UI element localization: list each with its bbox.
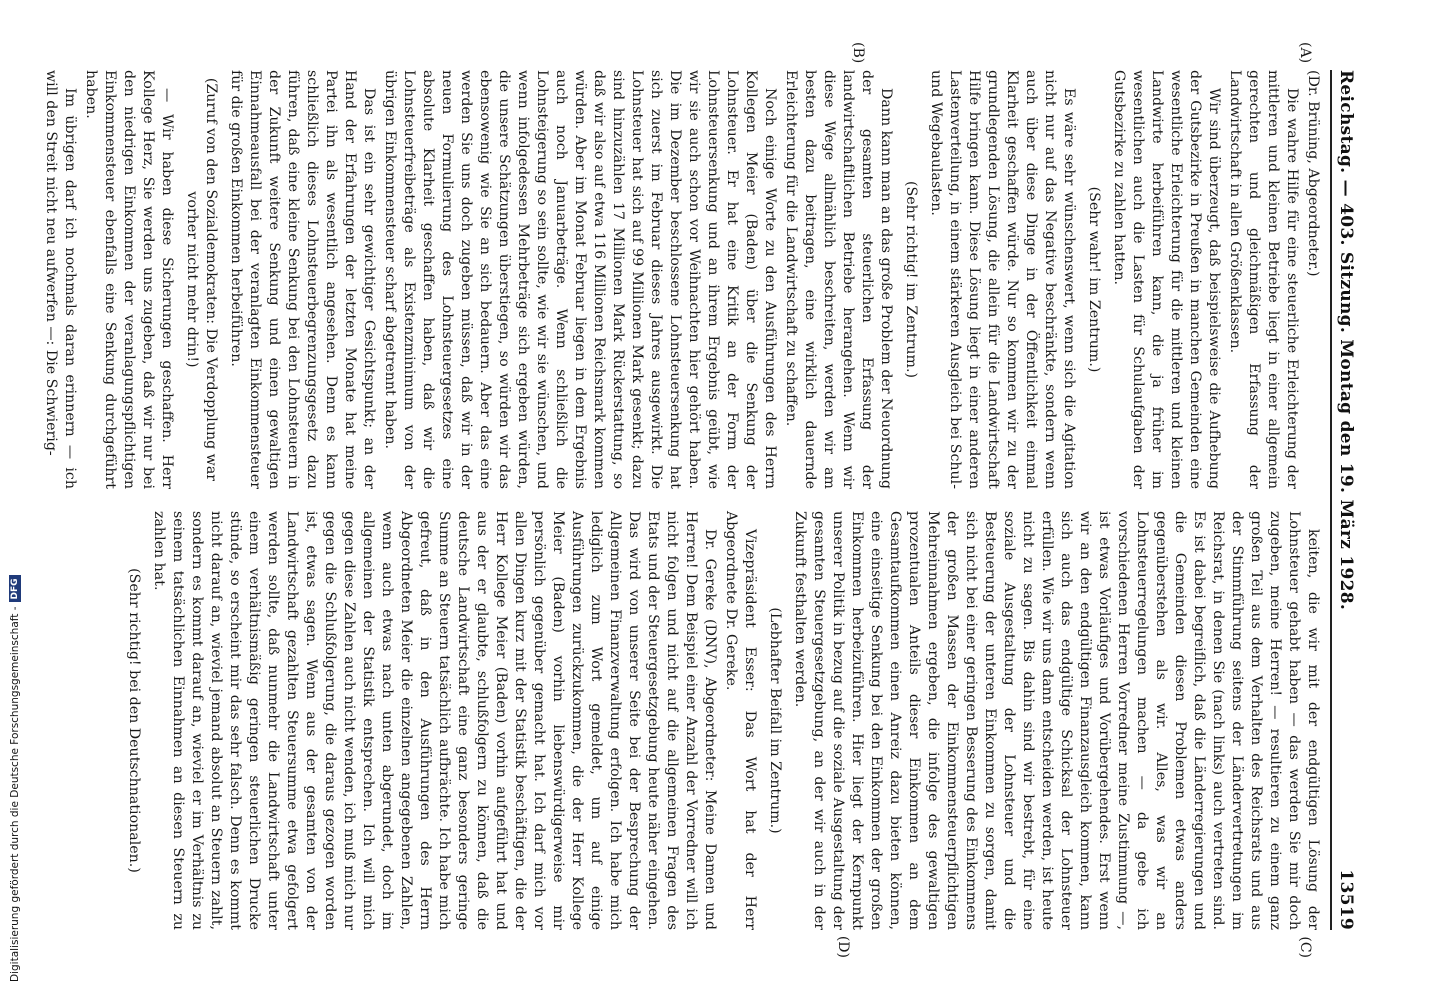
page-number: 13519 [1336,869,1356,930]
interjection: (Sehr richtig! bei den Deutschnationalen.) [126,568,142,873]
paragraph: keiten, die wir mit der endgültigen Lösung der Lohnsteuer gehabt haben — das werden Sie mir doch zugeben, meine Herren! — resultieren zu einem ganz großen Teil aus dem Verhalten des Reichsrats und aus der Stimmführung seitens der Ländervertretungen im Reichsrat, in denen Sie (nach links) auch vertreten sind. Es ist dabei begreiflich, daß die Länderregierungen und die Gemeinden diesen Problemen etwas anders gegenüberstehen als wir. Alles, was wir an Lohnsteuerregelungen machen — da gebe ich vorschiedenen Herren Vorredner meine Zustimmung —, ist etwas Vorläufiges und Vorübergehendes. Erst wenn wir an den endgültigen Finanzausgleich kommen, kann sich auch das endgültige Schicksal der Lohnsteuer erfüllen. Wie wir uns dann entscheiden werden, ist heute nicht zu sagen. Bis dahin sind wir bestrebt, für eine soziale Ausgestaltung der Lohnsteuer und die Besteuerung der unteren Einkommen zu sorgen, damit sich nicht bei einer geringen Besserung des Einkommens der großen Massen der Einkommensteuerpflichtigen Mehreinnahmen ergeben, die infolge des gewaltigen prozentualen Anteils dieser Einkommen an dem Gesamtaufkommen einen Anreiz dazu bieten können, eine einseitige Senkung bei den Einkommen der großen Einkommen herbeizuführen. Hier liegt der Kernpunkt unserer Politik in bezug auf die soziale Ausgestaltung der gesamten Steuergesetzgebung, an der wir auch in der Zukunft festhalten werden. [792,511,1321,930]
left-column [39,42,1322,489]
interjection: (Lebhafter Beifall im Zentrum.) [767,607,783,834]
page-header [1330,70,1360,930]
paragraph: Dann kann man an das große Problem der Neuordnung der gesamten steuerlichen Erfassung der landwirtschaftlichen Betriebe herangehen. Wenn wir diese Wege allmählich beschreiten, werden wir am besten dazu beitragen, eine wirklich dauernde Erleichterung für die Landwirtschaft zu schaffen. [783,70,894,489]
interjection: (Zuruf von den Sozialdemokraten: Die Verdopplung war vorher nicht mehr drin!) [184,77,219,482]
credit-text: Digitalisierung gefördert durch die Deutsche Forschungsgemeinschaft - [9,606,21,982]
margin-marker-b: (B) [850,42,866,64]
rotated-newspaper-page [43,42,1360,958]
paragraph: (Dr. Brüning, Abgeordneter.) [1305,70,1321,277]
header-title: Reichstag. — 403. Sitzung. Montag den 19. März 1928. [1336,70,1356,611]
digitization-credit [8,542,22,982]
margin-marker-a: (A) [1297,42,1313,64]
paragraph: Dr. Gereke (DNV), Abgeordneter: Meine Damen und Herren! Dem Beispiel einer Anzahl der Vorredner will ich nicht folgen und nicht auf die allgemeinen Fragen des Etats und der Steuergesetzgebung heute näher eingehen. Das wird von unserer Seite bei der Besprechung der Allgemeinen Finanzverwaltung erfolgen. Ich habe mich lediglich zum Wort gemeldet, um auf einige Ausführungen zurückzukommen, die der Herr Kollege Meier (Baden) vorhin liebenswürdigerweise mir persönlich gegenüber gemacht hat. Ich darf mich vor allen Dingen kurz mit der Statistik beschäftigen, die der Herr Kollege Meier (Baden) vorhin aufgeführt hat und aus der er glaubte, schlußfolgern zu können, daß die deutsche Landwirtschaft eine ganz besonders geringe Summe an Steuern tatsächlich aufbrächte. Ich habe mich gefreut, daß in den Ausführungen des Herrn Abgeordneten Meier die einzelnen angegebenen Zahlen, wenn auch etwas nach unten abgerundet, doch im allgemeinen der Statistik entsprechen. Ich will mich gegen diese Zahlen auch nicht wenden, ich muß mich nur gegen die Schlußfolgerung, die daraus gezogen worden ist, etwas sagen. Wenn aus der gesamten von der Landwirtschaft gezahlten Steuersumme etwa gefolgert werden sollte, daß nunmehr die Landwirtschaft unter einem verhältnismäßig geringen steuerlichen Drucke stünde, so erscheint mir das sehr falsch. Denn es kommt nicht darauf an, wieviel jemand absolut an Steuern zahlt, sondern es kommt darauf an, wieviel er im Verhältnis zu seinem tatsächlichen Einnahmen an diesen Steuern zu zahlen hat. [151,511,718,930]
dfg-logo: DFG [9,575,21,602]
right-column [39,511,1322,958]
paragraph: Die wahre Hilfe für eine steuerliche Erleichterung der mittleren und kleinen Betriebe liegt in einer allgemein gerechten und gleichmäßigen Erfassung der Landwirtschaft in allen Größenklassen. [1227,70,1300,489]
paragraph: Vizepräsident Esser: Das Wort hat der Herr Abgeordnete Dr. Gereke. [723,511,758,930]
text-columns [39,42,1322,958]
paragraph: Im übrigen darf ich nochmals daran erinnern — ich will den Streit nicht neu aufwerfen —: Die Schwierig- [43,70,78,489]
paragraph: Das ist ein sehr gewichtiger Gesichtspunkt; an der Hand der Erfahrungen der letzten Monate hat meine Partei ihn als wesentlich angesehen. Denn es kann schließlich dieses Lohnsteuerbegrenzungsgesetz dazu führen, daß eine kleine Senkung bei den Lohnsteuern in der Zukunft weitere Senkung und einen gewaltigen Einnahmeausfall bei der veranlagten Einkommensteuer für die großen Einkommen herbeiführen. [228,70,377,489]
interjection: (Sehr richtig! im Zentrum.) [903,180,919,379]
paragraph: Wir sind überzeugt, daß beispielsweise die Aufhebung der Gutsbezirke in Preußen in manchen Gemeinden eine wesentliche Erleichterung für die mittleren und kleinen Landwirte herbeiführen kann, die ja früher im wesentlichen auch die Lasten für Schulaufgaben der Gutsbezirke zu zahlen hatten. [1111,70,1222,489]
paragraph: Es wäre sehr wünschenswert, wenn sich die Agitation nicht nur auf das Negative beschränkte, sondern wenn auch über diese Dinge in der Öffentlichkeit einmal Klarheit geschaffen würde. Nur so kommen wir zu der grundlegenden Lösung, die allein für die Landwirtschaft Hilfe bringen kann. Diese Lösung liegt in einer anderen Lastenverteilung, in einem stärkeren Ausgleich bei Schul- und Wegebaulasten. [928,70,1077,489]
margin-marker-c: (C) [1297,936,1313,958]
paragraph: Noch einige Worte zu den Ausführungen des Herrn Kollegen Meier (Baden) über die Senkung der Lohnsteuer. Er hat eine Kritik an der Form der Lohnsteuersenkung und an ihrem Ergebnis geübt, wie wir sie auch schon vor Weihnachten hier gehört haben. Die im Dezember beschlossene Lohnsteuersenkung hat sich zuerst im Februar dieses Jahres ausgewirkt. Die Lohnsteuer hat sich auf 99 Millionen Mark gesenkt; dazu sind hinzuzählen 17 Millionen Mark Rückerstattung, so daß wir also auf etwa 116 Millionen Reichsmark kommen würden. Aber im Monat Februar liegen in dem Ergebnis auch noch Januarbeträge. Wenn schließlich die Lohnsteigerung so sein sollte, wie wir sie wünschen, und wenn infolgedessen Mehrbeträge sich ergeben würden, die unsere Schätzungen überstiegen, so würden wir das ebensowenig wie Sie an sich bedauern. Aber das eine werden Sie uns doch zugeben müssen, daß wir in der neuen Formulierung des Lohnsteuergesetzes eine absolute Klarheit geschaffen haben, daß wir die Lohnsteuerfreibeträge als Existenzminimum von der übrigen Einkommensteuer scharf abgetrennt haben. [382,70,778,489]
interjection: (Sehr wahr! im Zentrum.) [1086,186,1102,373]
margin-marker-d: (D) [835,935,851,958]
paragraph: — Wir haben diese Sicherungen geschaffen. Herr Kollege Herz, Sie werden uns zugeben, daß wir nur bei den niedrigen Einkommen der veranlagungspflichtigen Einkommensteuer ebenfalls eine Senkung durchgeführt haben. [83,70,175,489]
